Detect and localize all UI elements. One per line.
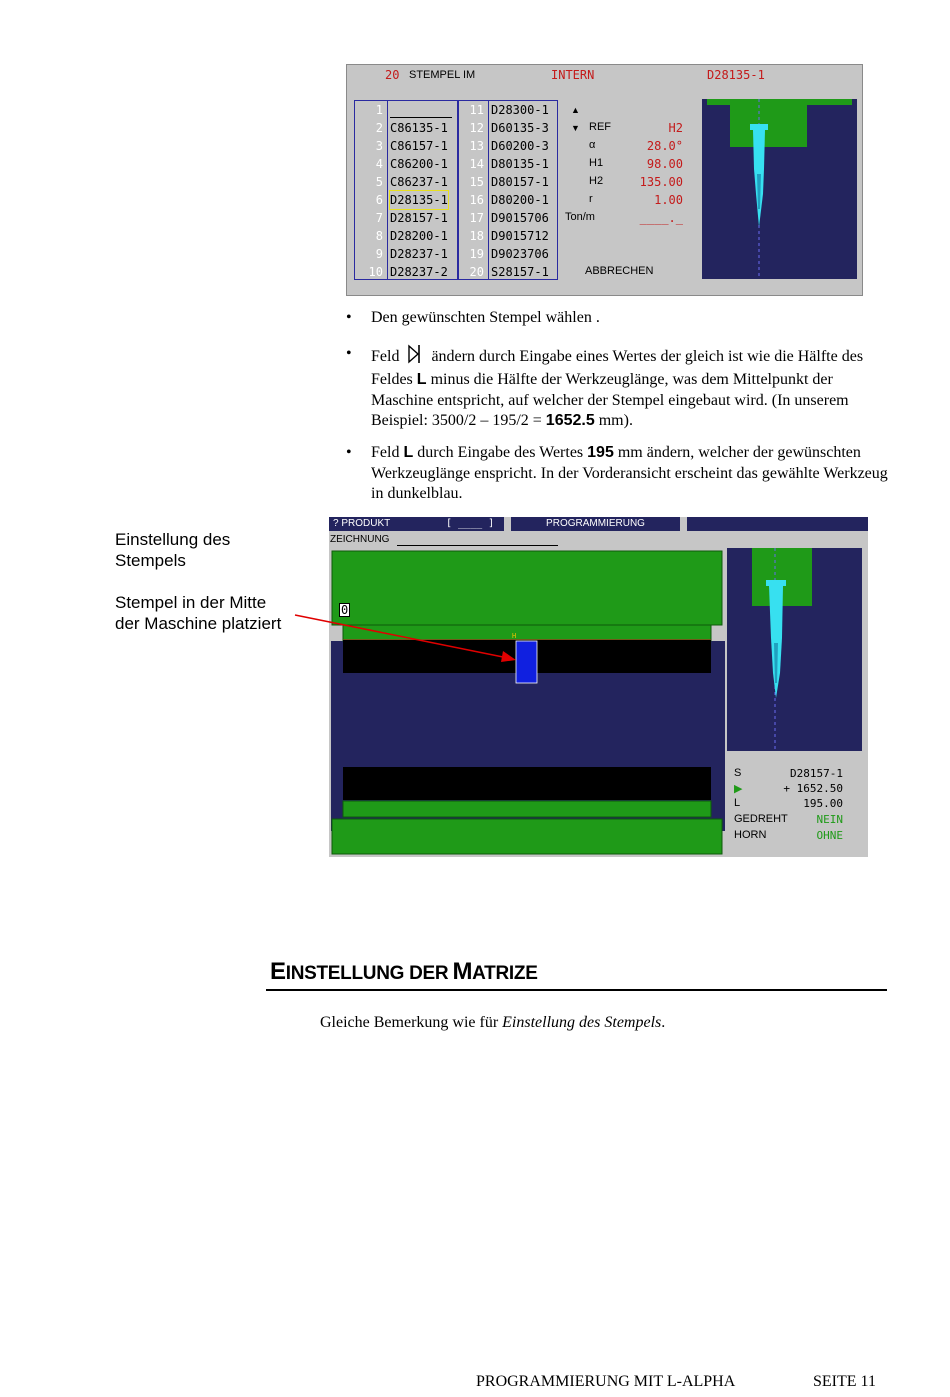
- tool-list-number: 12: [469, 121, 484, 135]
- param-value[interactable]: 28.0°: [646, 139, 683, 153]
- front-view: [331, 549, 725, 855]
- tool-list-value: C86237-1: [390, 175, 448, 189]
- tool-list-number: 10: [368, 265, 383, 279]
- drawing-field-underline[interactable]: [397, 545, 558, 546]
- punch-selection-screen: [346, 64, 863, 296]
- tool-list-item[interactable]: [459, 209, 557, 227]
- header-title: STEMPEL IM: [409, 69, 476, 81]
- tool-list-number: 15: [469, 175, 484, 189]
- tool-list-item[interactable]: [355, 191, 457, 209]
- info-value[interactable]: + 1652.50: [783, 782, 843, 795]
- tool-list-number: 9: [375, 247, 383, 261]
- tool-list-value: S28157-1: [491, 265, 549, 279]
- instruction-text: Den gewünschten Stempel wählen .: [371, 309, 600, 326]
- tool-list-item[interactable]: [459, 173, 557, 191]
- tool-list-item[interactable]: [459, 155, 557, 173]
- tool-list-item[interactable]: [355, 137, 457, 155]
- abort-button[interactable]: ABBRECHEN: [585, 265, 654, 277]
- tool-list-number: 4: [375, 157, 383, 171]
- drawing-label: ZEICHNUNG: [330, 534, 390, 545]
- section-heading: EINSTELLUNG DER MATRIZE: [270, 958, 538, 985]
- tool-list-number: 17: [469, 211, 484, 225]
- info-value[interactable]: NEIN: [816, 813, 843, 826]
- instruction-text: minus die Hälfte der Werkzeuglänge, was dem Mittelpunkt der Maschine entspricht, auf welcher der Stempel eingebaut wird. (In unserem Beispiel: 3500/2 – 195/2 =: [371, 371, 849, 430]
- side-view: [727, 548, 862, 751]
- tool-list-item[interactable]: [459, 263, 557, 281]
- param-value[interactable]: 1.00: [654, 193, 683, 207]
- instruction-item: • Feld ändern durch Eingabe eines Wertes der gleich ist wie die Hälfte des Feldes L minus die Hälfte der Werkzeuglänge, was dem Mittelpunkt der Maschine entspricht, auf welcher der Stempel eingebaut wird. (In unserem Beispiel: 3500/2 – 195/2 = 1652.5 mm).: [346, 344, 864, 430]
- tool-list-item[interactable]: [355, 119, 457, 137]
- tool-list-number: 20: [469, 265, 484, 279]
- tool-list-number: 3: [375, 139, 383, 153]
- tab-programming[interactable]: PROGRAMMIERUNG: [511, 517, 680, 531]
- tool-list-item[interactable]: [459, 119, 557, 137]
- tool-list-item[interactable]: [355, 227, 457, 245]
- tool-list-number: 1: [375, 103, 383, 117]
- footer-title: PROGRAMMIERUNG MIT L-ALPHA: [476, 1373, 736, 1390]
- example-value: 1652.5: [545, 412, 595, 430]
- tool-list-value: D28157-1: [390, 211, 448, 225]
- param-value[interactable]: 98.00: [646, 157, 683, 171]
- instruction-text: ändern durch Eingabe eines Wertes der gleich ist wie die Hälfte des Feldes: [371, 347, 864, 389]
- tool-list-number: 8: [375, 229, 383, 243]
- tool-list-number: 13: [469, 139, 484, 153]
- programming-screen: [329, 517, 868, 857]
- caption-punch-centered: Stempel in der Mitte der Maschine platziert: [115, 593, 282, 633]
- tool-list-number: 5: [375, 175, 383, 189]
- tool-list-value: D28135-1: [390, 193, 448, 207]
- header-tool: D28135-1: [707, 68, 765, 82]
- product-field[interactable]: [ ____ ]: [446, 518, 495, 529]
- footer-page: SEITE 11: [813, 1373, 876, 1390]
- tool-list-value: D9015712: [491, 229, 549, 243]
- instruction-item: • Feld L durch Eingabe des Wertes 195 mm ändern, welcher der gewünschten Werkzeuglänge enspricht. In der Vorderansicht erscheint das gewählte Werkzeug in dunkelblau.: [346, 443, 888, 503]
- info-value[interactable]: D28157-1: [790, 767, 843, 780]
- tool-list-item[interactable]: [459, 191, 557, 209]
- tool-list-number: 19: [469, 247, 484, 261]
- tool-list-value: D28237-2: [390, 265, 448, 279]
- tool-list-number: 11: [469, 103, 484, 117]
- tool-list-value: D28300-1: [491, 103, 549, 117]
- tool-list-item[interactable]: [355, 263, 457, 281]
- tool-list-number: 16: [469, 193, 484, 207]
- info-label: S: [734, 767, 742, 779]
- info-label: ▶: [734, 783, 743, 795]
- instruction-text: Feld: [371, 443, 400, 461]
- length-value: 195: [587, 443, 614, 461]
- pointer-arrow: [290, 610, 530, 670]
- tool-list-value: D28200-1: [390, 229, 448, 243]
- info-label: L: [734, 797, 741, 809]
- scroll-up-icon[interactable]: ▲: [571, 105, 580, 115]
- param-value[interactable]: H2: [668, 121, 683, 135]
- tool-list-item[interactable]: [459, 137, 557, 155]
- instruction-text: Feld: [371, 347, 400, 365]
- param-label: H2: [589, 175, 604, 187]
- param-value[interactable]: 135.00: [639, 175, 683, 189]
- tool-list-left: [354, 100, 458, 280]
- tool-list-value: D9023706: [491, 247, 549, 261]
- info-label: GEDREHT: [734, 813, 788, 825]
- param-label: REF: [589, 121, 611, 133]
- tool-list-number: 14: [469, 157, 484, 171]
- tool-list-item[interactable]: [459, 227, 557, 245]
- heading-rule: [266, 989, 887, 991]
- caption-punch-setting: Einstellung des Stempels: [115, 530, 231, 570]
- tool-list-right: [458, 100, 558, 280]
- tab-empty: [687, 517, 868, 531]
- info-value[interactable]: OHNE: [816, 829, 843, 842]
- param-label: α: [589, 139, 596, 151]
- tab-product[interactable]: ? PRODUKT [ ____ ]: [329, 517, 504, 531]
- instruction-text: mm ändern, welcher der gewünschten Werkzeuglänge enspricht. In der Vorderansicht erscheint das gewählte Werkzeug in dunkelblau.: [371, 443, 888, 503]
- tool-list-value: C86135-1: [390, 121, 448, 135]
- tool-list-item[interactable]: [355, 101, 457, 119]
- field-l-label: L: [403, 443, 414, 461]
- param-label: H1: [589, 157, 604, 169]
- tool-list-value: D80157-1: [491, 175, 549, 189]
- instruction-text: mm).: [598, 412, 633, 430]
- punch-preview: [702, 99, 857, 279]
- tool-list-value: C86157-1: [390, 139, 448, 153]
- position-field-icon: [407, 344, 423, 371]
- tool-list-value: C86200-1: [390, 157, 448, 171]
- tool-list-number: 18: [469, 229, 484, 243]
- tool-list-value: D60135-3: [491, 121, 549, 135]
- tool-list-number: 7: [375, 211, 383, 225]
- instruction-list: [346, 308, 891, 516]
- svg-text:H: H: [512, 632, 517, 640]
- instruction-item: • Den gewünschten Stempel wählen .: [346, 309, 600, 326]
- tool-list-value: D80135-1: [491, 157, 549, 171]
- tool-list-item[interactable]: [459, 245, 557, 263]
- tool-list-value: D60200-3: [491, 139, 549, 153]
- param-label: Ton/m: [565, 211, 595, 223]
- tool-list-value: D28237-1: [390, 247, 448, 261]
- section-text: Gleiche Bemerkung wie für Einstellung des Stempels.: [320, 1014, 666, 1031]
- tool-list-item[interactable]: [355, 173, 457, 191]
- tool-list-value: D80200-1: [491, 193, 549, 207]
- tool-list-item[interactable]: [355, 209, 457, 227]
- tool-list-item[interactable]: [459, 101, 557, 119]
- tool-list-number: 6: [375, 193, 383, 207]
- position-marker: 0: [341, 603, 349, 617]
- info-value[interactable]: 195.00: [803, 797, 843, 810]
- tool-list-value: D9015706: [491, 211, 549, 225]
- instruction-text: durch Eingabe des Wertes: [417, 443, 584, 461]
- tool-list-number: 2: [375, 121, 383, 135]
- header-mode: INTERN: [551, 68, 595, 82]
- tool-list-item[interactable]: [355, 245, 457, 263]
- tool-list-item[interactable]: [355, 155, 457, 173]
- info-label: HORN: [734, 829, 767, 841]
- param-label: r: [589, 193, 593, 205]
- field-l-label: L: [416, 371, 427, 389]
- header-number: 20: [385, 68, 400, 82]
- tool-list-value: [390, 101, 452, 118]
- scroll-down-icon[interactable]: ▼: [571, 123, 580, 133]
- param-value[interactable]: ____._: [639, 211, 683, 225]
